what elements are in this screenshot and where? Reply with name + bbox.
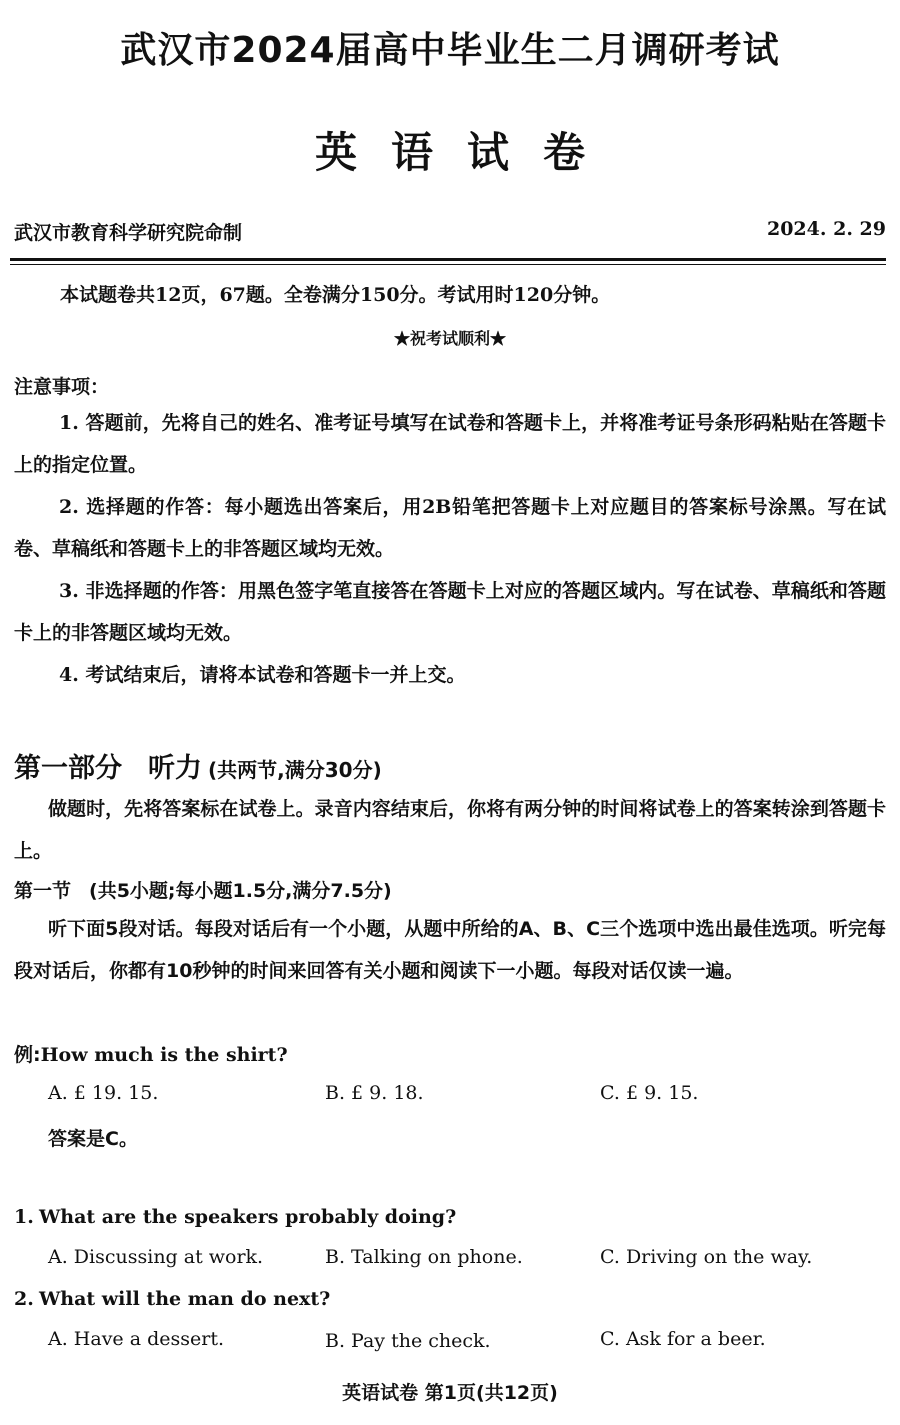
note-item-1: 1. 答题前，先将自己的姓名、准考证号填写在试卷和答题卡上，并将准考证号条形码粘贴在答题卡上的指定位置。	[14, 412, 886, 476]
example-question-text: How much is the shirt?	[40, 1044, 288, 1066]
exam-summary: 本试题卷共12页，67题。全卷满分150分。考试用时120分钟。	[60, 284, 611, 306]
question-2-option-c: C. Ask for a beer.	[600, 1328, 766, 1350]
example-prefix: 例:	[14, 1044, 41, 1066]
example-option-c: C. £ 9. 15.	[600, 1082, 699, 1104]
note-item-3: 3. 非选择题的作答：用黑色签字笔直接答在答题卡上对应的答题区域内。写在试卷、草稿纸和答题卡上的非答题区域均无效。	[14, 580, 886, 644]
question-2-option-a: A. Have a dessert.	[48, 1328, 224, 1350]
exam-title: 武汉市2024届高中毕业生二月调研考试	[120, 30, 780, 71]
part1-name: 听力	[148, 753, 202, 784]
question-1-option-a: A. Discussing at work.	[48, 1246, 264, 1268]
exam-date: 2024. 2. 29	[766, 218, 886, 240]
part1-instruction: 做题时，先将答案标在试卷上。录音内容结束后，你将有两分钟的时间将试卷上的答案转涂到答题卡上。	[14, 798, 886, 862]
notes-heading: 注意事项：	[14, 376, 110, 398]
note-item-4: 4. 考试结束后，请将本试卷和答题卡一并上交。	[59, 664, 466, 686]
question-1-number: 1.	[14, 1206, 34, 1228]
question-1	[14, 1206, 456, 1228]
part1-note: (共两节,满分30分)	[208, 758, 382, 782]
example-answer: 答案是C。	[48, 1128, 138, 1150]
section1-instruction: 听下面5段对话。每段对话后有一个小题，从题中所给的A、B、C三个选项中选出最佳选项。听完每段对话后，你都有10秒钟的时间来回答有关小题和阅读下一小题。每段对话仅读一遍。	[14, 918, 886, 982]
section1-heading	[14, 876, 392, 903]
page-footer: 英语试卷 第1页(共12页)	[342, 1382, 558, 1404]
question-1-text: What are the speakers probably doing?	[38, 1206, 457, 1228]
good-luck-banner: ★祝考试顺利★	[393, 329, 506, 348]
question-2	[14, 1288, 330, 1310]
example-question	[14, 1040, 288, 1067]
note-item-2: 2. 选择题的作答：每小题选出答案后，用2B铅笔把答题卡上对应题目的答案标号涂黑。写在试卷、草稿纸和答题卡上的非答题区域均无效。	[14, 496, 886, 560]
question-2-number: 2.	[14, 1288, 34, 1310]
question-2-text: What will the man do next?	[38, 1288, 331, 1310]
part1-heading	[14, 746, 382, 785]
question-2-option-b: B. Pay the check.	[325, 1330, 491, 1352]
section1-label: 第一节	[14, 880, 72, 902]
example-option-b: B. £ 9. 18.	[325, 1082, 424, 1104]
issuer-label: 武汉市教育科学研究院命制	[14, 222, 243, 244]
part1-label: 第一部分	[14, 753, 122, 784]
example-option-a: A. £ 19. 15.	[48, 1082, 159, 1104]
question-1-option-b: B. Talking on phone.	[325, 1246, 523, 1268]
header-divider-thick	[10, 258, 886, 261]
subject-title: 英语试卷	[314, 128, 619, 177]
question-1-option-c: C. Driving on the way.	[600, 1246, 813, 1268]
header-divider-thin	[10, 264, 886, 265]
section1-meta: (共5小题;每小题1.5分,满分7.5分)	[89, 880, 392, 902]
